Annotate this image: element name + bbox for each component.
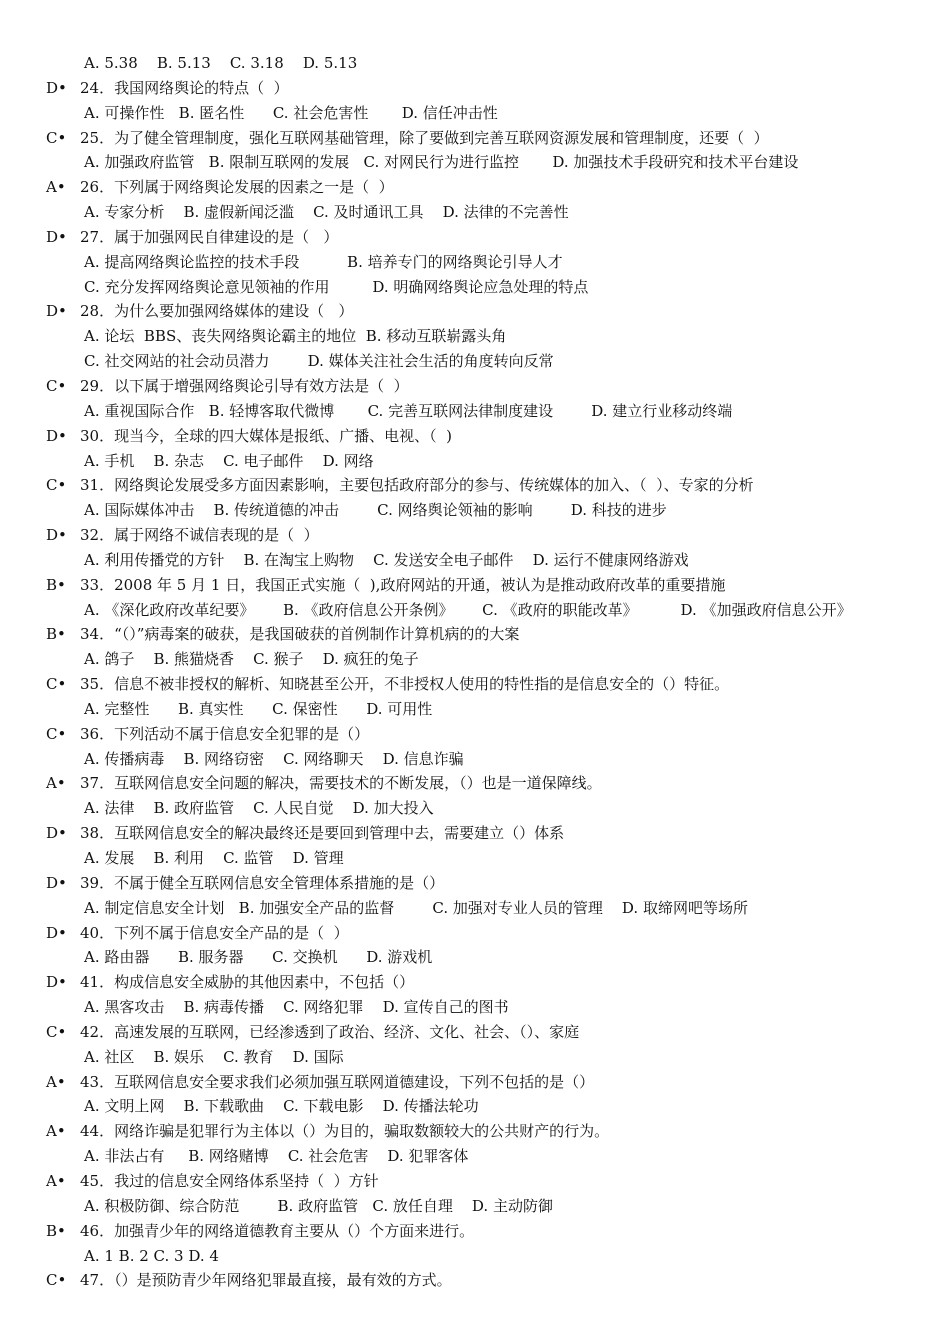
question-line [0,771,950,796]
question-text: 38．互联网信息安全的解决最终还是要回到管理中去，需要建立（）体系 [80,824,565,843]
options-line [0,498,950,523]
question-text: 44．网络诈骗是犯罪行为主体以（）为目的，骗取数额较大的公共财产的行为。 [80,1122,610,1141]
question-text: 47．（）是预防青少年网络犯罪最直接，最有效的方式。 [80,1271,452,1290]
question-text: 46．加强青少年的网络道德教育主要从（）个方面来进行。 [80,1221,475,1240]
question-line [0,76,950,101]
answer-key: C• [46,476,67,495]
question-text: 45．我过的信息安全网络体系坚持（ ）方针 [80,1171,379,1190]
answer-key: D• [46,426,67,445]
question-line [0,1268,950,1293]
question-text: 36．下列活动不属于信息安全犯罪的是（） [80,724,370,743]
options-line [0,896,950,921]
option-text: A. 专家分析 B. 虚假新闻泛滥 C. 及时通讯工具 D. 法律的不完善性 [84,203,569,222]
answer-key: D• [46,923,67,942]
options-line [0,945,950,970]
options-line [0,200,950,225]
answer-key: A• [46,774,66,793]
options-line [0,101,950,126]
options-line [0,150,950,175]
question-text: 28．为什么要加强网络媒体的建设（ ） [80,302,354,321]
question-text: 40．下列不属于信息安全产品的是（ ） [80,923,349,942]
answer-key: B• [46,1221,66,1240]
answer-key: C• [46,675,67,694]
option-text: A. 社区 B. 娱乐 C. 教育 D. 国际 [84,1047,344,1066]
option-text: A. 论坛 BBS、丧失网络舆论霸主的地位 B. 移动互联崭露头角 [84,327,507,346]
question-text: 42．高速发展的互联网，已经渗透到了政治、经济、文化、社会、（）、家庭 [80,1022,580,1041]
option-text: A. 加强政府监管 B. 限制互联网的发展 C. 对网民行为进行监控 D. 加强技术手段研究和技术平台建设 [84,153,799,172]
option-text: A. 非法占有 B. 网络赌博 C. 社会危害 D. 犯罪客体 [84,1147,469,1166]
answer-key: C• [46,1022,67,1041]
option-text: A. 鸽子 B. 熊猫烧香 C. 猴子 D. 疯狂的兔子 [84,650,419,669]
answer-key: A• [46,178,66,197]
question-text: 27．属于加强网民自律建设的是（ ） [80,227,339,246]
question-text: 24．我国网络舆论的特点（ ） [80,78,289,97]
question-line [0,1119,950,1144]
option-text: A. 文明上网 B. 下载歌曲 C. 下载电影 D. 传播法轮功 [84,1097,479,1116]
question-line [0,1020,950,1045]
document-page [0,51,950,1293]
question-line [0,126,950,151]
option-text: A. 重视国际合作 B. 轻博客取代微博 C. 完善互联网法律制度建设 D. 建立行业移动终端 [84,401,733,420]
question-text: 32．属于网络不诚信表现的是（ ） [80,526,319,545]
question-line [0,622,950,647]
options-line [0,697,950,722]
options-line [0,1045,950,1070]
question-text: 43．互联网信息安全要求我们必须加强互联网道德建设，下列不包括的是（） [80,1072,595,1091]
question-line [0,374,950,399]
option-text: A. 手机 B. 杂志 C. 电子邮件 D. 网络 [84,451,374,470]
question-line [0,1070,950,1095]
options-line [0,51,950,76]
option-text: A. 传播病毒 B. 网络窃密 C. 网络聊天 D. 信息诈骗 [84,749,464,768]
option-text: A. 1 B. 2 C. 3 D. 4 [84,1246,219,1265]
options-line [0,995,950,1020]
question-text: 25．为了健全管理制度，强化互联网基础管理，除了要做到完善互联网资源发展和管理制度，还要（ ） [80,128,769,147]
option-text: A. 黑客攻击 B. 病毒传播 C. 网络犯罪 D. 宣传自己的图书 [84,998,509,1017]
answer-key: C• [46,724,67,743]
option-text: A. 《深化政府改革纪要》 B. 《政府信息公开条例》 C. 《政府的职能改革》 D. 《加强政府信息公开》 [84,600,852,619]
answer-key: C• [46,128,67,147]
question-line [0,970,950,995]
options-line [0,1194,950,1219]
question-line [0,573,950,598]
answer-key: D• [46,873,67,892]
answer-key: D• [46,526,67,545]
question-line [0,722,950,747]
answer-key: B• [46,625,66,644]
options-line [0,747,950,772]
answer-key: D• [46,824,67,843]
options-line [0,1094,950,1119]
options-line [0,796,950,821]
options-line [0,250,950,275]
answer-key: D• [46,302,67,321]
option-text: A. 积极防御、综合防范 B. 政府监管 C. 放任自理 D. 主动防御 [84,1196,553,1215]
answer-key: D• [46,973,67,992]
options-line [0,275,950,300]
option-text: A. 发展 B. 利用 C. 监管 D. 管理 [84,849,344,867]
question-text: 41．构成信息安全威胁的其他因素中，不包括（） [80,973,415,992]
answer-key: D• [46,78,67,97]
options-line [0,1144,950,1169]
question-line [0,473,950,498]
question-text: 37．互联网信息安全问题的解决，需要技术的不断发展，（）也是一道保障线。 [80,774,602,793]
question-line [0,299,950,324]
question-line [0,175,950,200]
option-text: A. 国际媒体冲击 B. 传统道德的冲击 C. 网络舆论领袖的影响 D. 科技的进步 [84,501,667,520]
options-line [0,647,950,672]
option-text: C. 社交网站的社会动员潜力 D. 媒体关注社会生活的角度转向反常 [84,352,554,371]
question-line [0,1169,950,1194]
options-line [0,349,950,374]
question-text: 39．不属于健全互联网信息安全管理体系措施的是（） [80,873,445,892]
option-text: A. 可操作性 B. 匿名性 C. 社会危害性 D. 信任冲击性 [84,103,498,122]
option-text: A. 制定信息安全计划 B. 加强安全产品的监督 C. 加强对专业人员的管理 D. 取缔网吧等场所 [84,898,748,917]
options-line [0,1244,950,1269]
question-line [0,424,950,449]
option-text: A. 完整性 B. 真实性 C. 保密性 D. 可用性 [84,699,433,718]
question-text: 35．信息不被非授权的解析、知晓甚至公开，不非授权人使用的特性指的是信息安全的（）特征。 [80,675,730,694]
answer-key: C• [46,376,67,395]
question-line [0,672,950,697]
question-line [0,523,950,548]
answer-key: A• [46,1171,66,1190]
options-line [0,449,950,474]
option-text: A. 利用传播党的方针 B. 在淘宝上购物 C. 发送安全电子邮件 D. 运行不健康网络游戏 [84,550,689,569]
answer-key: A• [46,1072,66,1091]
options-line [0,598,950,623]
question-line [0,821,950,846]
options-line [0,548,950,573]
question-text: 31．网络舆论发展受多方面因素影响，主要包括政府部分的参与、传统媒体的加入、（ ）、专家的分析 [80,476,754,495]
options-line [0,324,950,349]
answer-key: B• [46,575,66,594]
question-line [0,871,950,896]
question-line [0,225,950,250]
option-text: A. 提高网络舆论监控的技术手段 B. 培养专门的网络舆论引导人才 [84,252,563,271]
question-line [0,1219,950,1244]
options-line [0,846,950,871]
question-text: 33．2008 年 5 月 1 日，我国正式实施（ ),政府网站的开通，被认为是推动政府改革的重要措施 [80,575,726,594]
question-text: 34．“（）”病毒案的破获，是我国破获的首例制作计算机病的的大案 [80,625,520,644]
option-text: A. 路由器 B. 服务器 C. 交换机 D. 游戏机 [84,948,433,967]
answer-key: A• [46,1122,66,1141]
question-text: 30．现当今，全球的四大媒体是报纸、广播、电视、（ ) [80,426,452,445]
option-text: A. 5.38 B. 5.13 C. 3.18 D. 5.13 [84,54,358,72]
option-text: C. 充分发挥网络舆论意见领袖的作用 D. 明确网络舆论应急处理的特点 [84,277,589,296]
question-text: 29．以下属于增强网络舆论引导有效方法是（ ） [80,376,409,395]
answer-key: D• [46,227,67,246]
question-line [0,921,950,946]
answer-key: C• [46,1271,67,1290]
options-line [0,399,950,424]
question-text: 26．下列属于网络舆论发展的因素之一是（ ） [80,178,394,197]
option-text: A. 法律 B. 政府监管 C. 人民自觉 D. 加大投入 [84,799,434,818]
